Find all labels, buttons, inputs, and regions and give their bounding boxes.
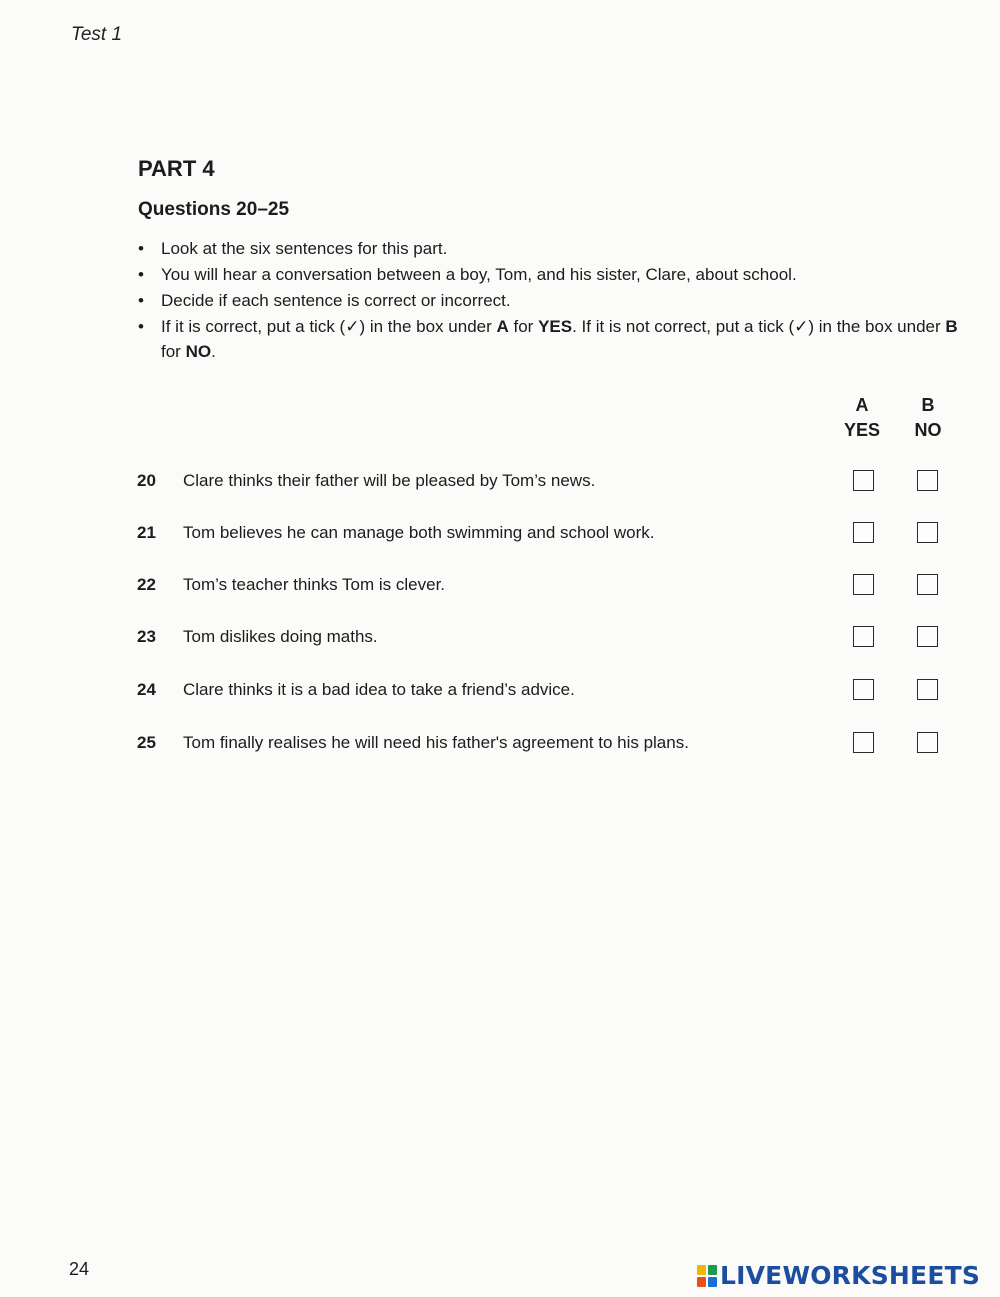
question-text: Tom believes he can manage both swimming and school work.: [183, 523, 655, 542]
question-text: Clare thinks it is a bad idea to take a friend’s advice.: [183, 680, 575, 699]
answer-box-no[interactable]: [917, 732, 938, 753]
answer-box-no[interactable]: [917, 522, 938, 543]
brand-text: LIVEWORKSHEETS: [720, 1261, 981, 1290]
question-row: [137, 622, 957, 652]
question-text: Clare thinks their father will be pleased by Tom’s news.: [183, 471, 596, 490]
logo-square: [708, 1265, 717, 1275]
question-row: [137, 518, 957, 548]
answer-box-yes[interactable]: [853, 522, 874, 543]
test-label: Test 1: [71, 24, 123, 45]
instruction-item: • Look at the six sentences for this part.: [138, 237, 958, 262]
question-row: [137, 728, 957, 758]
question-number: 25: [137, 733, 156, 752]
column-label: NO: [914, 420, 942, 440]
answer-box-yes[interactable]: [853, 732, 874, 753]
column-header-no: [898, 393, 958, 443]
column-label: YES: [843, 420, 881, 440]
logo-square: [708, 1277, 717, 1287]
question-text: Tom dislikes doing maths.: [183, 627, 378, 646]
question-number: 23: [137, 627, 156, 646]
question-number: 21: [137, 523, 156, 542]
logo-square: [697, 1265, 706, 1275]
question-number: 22: [137, 575, 156, 594]
instruction-item: • You will hear a conversation between a boy, Tom, and his sister, Clare, about school.: [138, 263, 958, 288]
instruction-item: • If it is correct, put a tick (✓) in the box under A for YES. If it is not correct, put a tick (✓) in the box under B for NO.: [138, 315, 958, 364]
question-row: [137, 570, 957, 600]
question-text: Tom’s teacher thinks Tom is clever.: [183, 575, 446, 594]
answer-box-no[interactable]: [917, 574, 938, 595]
answer-box-yes[interactable]: [853, 574, 874, 595]
liveworksheets-icon: [697, 1265, 717, 1287]
question-text: Tom finally realises he will need his father's agreement to his plans.: [183, 733, 689, 752]
part-title: PART 4: [138, 156, 215, 181]
instructions-list: [138, 237, 958, 366]
questions-title: Questions 20–25: [138, 199, 290, 220]
instruction-item: • Decide if each sentence is correct or incorrect.: [138, 289, 958, 314]
answer-box-yes[interactable]: [853, 470, 874, 491]
question-number: 20: [137, 471, 156, 490]
answer-box-no[interactable]: [917, 626, 938, 647]
question-row: [137, 466, 957, 496]
page-number: 24: [69, 1259, 90, 1279]
logo-square: [697, 1277, 706, 1287]
column-letter: A: [855, 395, 869, 415]
question-number: 24: [137, 680, 156, 699]
column-header-yes: [832, 393, 892, 443]
column-letter: B: [921, 395, 935, 415]
answer-box-no[interactable]: [917, 679, 938, 700]
liveworksheets-logo[interactable]: [697, 1261, 980, 1290]
question-row: [137, 675, 957, 705]
answer-box-yes[interactable]: [853, 626, 874, 647]
answer-box-no[interactable]: [917, 470, 938, 491]
answer-box-yes[interactable]: [853, 679, 874, 700]
